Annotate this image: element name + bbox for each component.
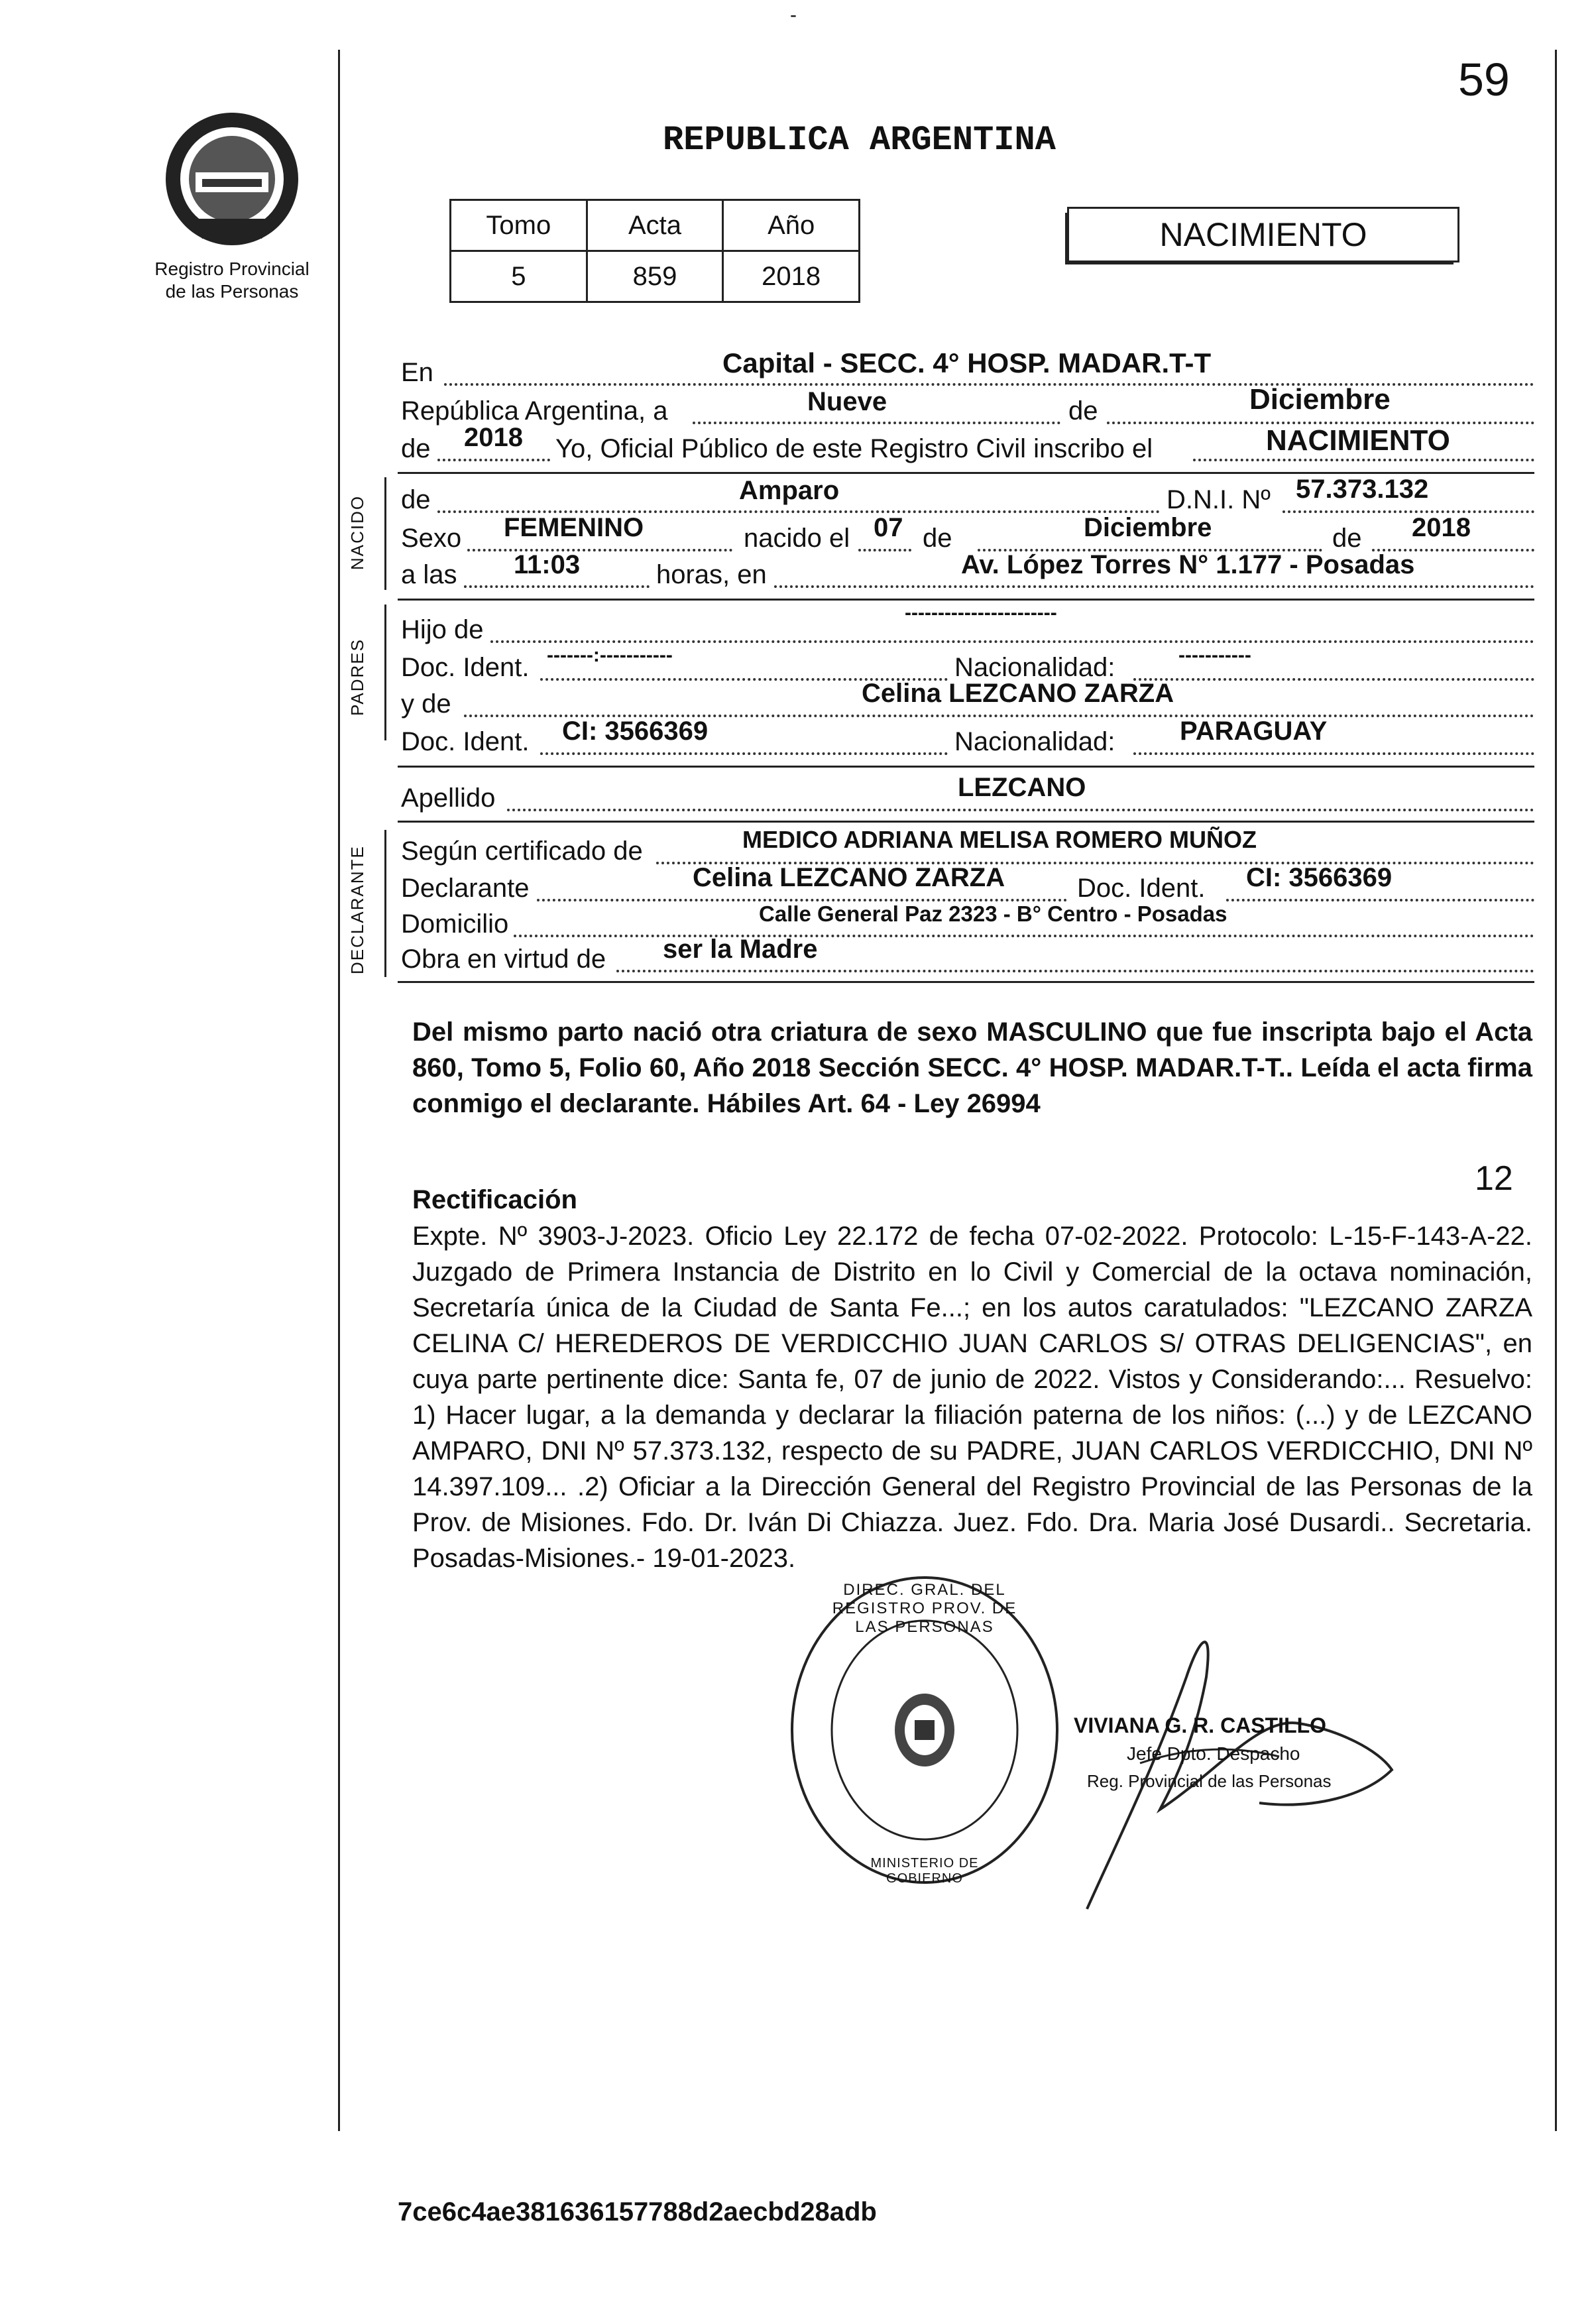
- stamp-inner-text: MINISTERIO DE GOBIERNO: [870, 1856, 979, 1886]
- republic-label: República Argentina, a: [401, 396, 668, 426]
- time-value: 11:03: [514, 550, 581, 579]
- nac2-label: Nacionalidad:: [954, 727, 1115, 756]
- dni-line: [1282, 510, 1534, 513]
- signer-title: Jefe Dpto. Despacho: [1127, 1743, 1300, 1764]
- act-type-label: NACIMIENTO: [1159, 216, 1367, 253]
- apellido-line: [507, 809, 1534, 811]
- nacido-el-label: nacido el: [744, 524, 850, 553]
- decl-label: Declarante: [401, 874, 530, 903]
- day-word-value: Nueve: [807, 387, 887, 416]
- value-tomo: 5: [451, 251, 587, 302]
- cert-label: Según certificado de: [401, 837, 643, 866]
- hijo-label: Hijo de: [401, 615, 484, 644]
- father-line: [490, 640, 1534, 643]
- cert-value: MEDICO ADRIANA MELISA ROMERO MUÑOZ: [742, 826, 1257, 853]
- nacido-de-label: de: [401, 485, 431, 514]
- padres-bracket: [384, 605, 386, 740]
- birth-month-value: Diciembre: [1084, 513, 1212, 542]
- year-value: 2018: [464, 423, 523, 452]
- sexo-value: FEMENINO: [504, 513, 644, 542]
- obra-value: ser la Madre: [663, 935, 818, 964]
- nac2-value: PARAGUAY: [1180, 717, 1328, 746]
- divider-2: [398, 599, 1534, 601]
- doc1-value: -------:-----------: [547, 644, 673, 666]
- nacido-de2-label: de: [923, 524, 952, 553]
- page-number: 59: [1458, 54, 1510, 105]
- padres-section-label: PADRES: [347, 638, 367, 716]
- header-tomo: Tomo: [451, 200, 587, 251]
- dom-label: Domicilio: [401, 909, 509, 939]
- year-line: [437, 459, 550, 461]
- birth-year-value: 2018: [1412, 513, 1471, 542]
- decl-value: Celina LEZCANO ZARZA: [693, 863, 1005, 892]
- sexo-line: [467, 549, 732, 551]
- father-value: -----------------------: [905, 602, 1057, 624]
- registry-name-line2: de las Personas: [165, 281, 299, 302]
- place-value: Capital - SECC. 4° HOSP. MADAR.T-T: [722, 347, 1212, 378]
- decl-doc-line: [1226, 899, 1534, 901]
- nac1-label: Nacionalidad:: [954, 653, 1115, 682]
- apellido-label: Apellido: [401, 783, 496, 813]
- birth-place-line: [774, 585, 1534, 588]
- de2-label: de: [401, 434, 431, 463]
- decl-doc-label: Doc. Ident.: [1077, 874, 1206, 903]
- nac2-line: [1133, 752, 1534, 755]
- divider-5: [398, 981, 1534, 983]
- alas-label: a las: [401, 560, 457, 589]
- divider-4: [398, 821, 1534, 823]
- yde-label: y de: [401, 689, 451, 719]
- doc2-value: CI: 3566369: [562, 717, 709, 746]
- signer-org: Reg. Provincial de las Personas: [1087, 1771, 1332, 1791]
- de-label: de: [1068, 396, 1098, 426]
- nac1-line: [1133, 678, 1534, 681]
- nacido-bracket: [384, 477, 386, 590]
- rectificacion-title: Rectificación: [412, 1185, 577, 1214]
- rectificacion-body: Expte. Nº 3903-J-2023. Oficio Ley 22.172 de fecha 07-02-2022. Protocolo: L-15-F-143-A-22. Juzgado de Primera Instancia de Distrito en lo Civil y Comercial de la octava nominación, Secretaría única de la Ciudad de Santa Fe...; en los autos caratulados: "LEZCANO ZARZA CELINA C/ HEREDEROS DE VERDICCHIO JUAN CARLOS S/ OTRAS DELIGENCIAS", en cuya parte pertinente dice: Santa fe, 07 de junio de 2022. Vistos y Considerando:... Resuelvo: 1) Hacer lugar, a la demanda y declarar la filiación paterna de los niños: (...) y de LEZCANO AMPARO, DNI Nº 57.373.132, respecto de su PADRE, JUAN CARLOS VERDICCHIO, DNI Nº 14.397.109... .2) Oficiar a la Dirección General del Registro Provincial de las Personas de la Prov. de Misiones. Fdo. Dr. Iván Di Chiazza. Juez. Fdo. Dra. Maria José Dusardi.. Secretaria. Posadas-Misiones.- 19-01-2023.: [412, 1222, 1532, 1573]
- stamp-ring-text: DIREC. GRAL. DEL REGISTRO PROV. DE LAS PERSONAS: [832, 1581, 1017, 1636]
- header-acta: Acta: [587, 200, 723, 251]
- value-anio: 2018: [723, 251, 860, 302]
- document-hash: 7ce6c4ae381636157788d2aecbd28adb: [398, 2197, 877, 2227]
- header-anio: Año: [723, 200, 860, 251]
- birth-place-value: Av. López Torres N° 1.177 - Posadas: [961, 550, 1415, 579]
- value-acta: 859: [587, 251, 723, 302]
- dni-value: 57.373.132: [1296, 475, 1429, 504]
- name-value: Amparo: [739, 476, 840, 505]
- divider-3: [398, 766, 1534, 768]
- declarante-section-label: DECLARANTE: [347, 845, 367, 974]
- act-value: NACIMIENTO: [1266, 424, 1450, 457]
- birth-day-value: 07: [874, 513, 903, 542]
- month-value: Diciembre: [1249, 383, 1391, 416]
- horas-label: horas, en: [656, 560, 767, 589]
- sexo-label: Sexo: [401, 524, 462, 553]
- signer-name: VIVIANA G. R. CASTILLO: [1074, 1713, 1327, 1737]
- doc2-line: [540, 752, 948, 755]
- registry-seal-icon: [156, 106, 308, 252]
- dni-label: D.N.I. Nº: [1167, 485, 1271, 514]
- act-line: [1193, 459, 1534, 461]
- left-margin-line: [338, 50, 340, 2131]
- top-mark: -: [790, 4, 797, 26]
- act-type-box: [1067, 207, 1459, 262]
- day-line: [693, 422, 1060, 424]
- multiple-birth-note: Del mismo parto nació otra criatura de sexo MASCULINO que fue inscripta bajo el Acta 860, Tomo 5, Folio 60, Año 2018 Sección SECC. 4° HOSP. MADAR.T-T.. Leída el acta firma conmigo el declarante. Hábiles Art. 64 - Ley 26994: [412, 1017, 1532, 1118]
- declarante-bracket: [384, 830, 386, 977]
- divider-1: [398, 472, 1534, 474]
- doc2-label: Doc. Ident.: [401, 727, 530, 756]
- time-line: [464, 585, 650, 588]
- dom-value: Calle General Paz 2323 - B° Centro - Posadas: [759, 901, 1227, 926]
- nac1-value: -----------: [1178, 644, 1251, 666]
- registry-name-line1: Registro Provincial: [154, 259, 310, 279]
- nacido-section-label: NACIDO: [347, 494, 367, 570]
- doc1-label: Doc. Ident.: [401, 653, 530, 682]
- birth-day-line: [858, 549, 911, 551]
- apellido-value: LEZCANO: [958, 773, 1086, 802]
- tomo-acta-table: [449, 199, 860, 303]
- mother-value: Celina LEZCANO ZARZA: [862, 679, 1174, 708]
- obra-label: Obra en virtud de: [401, 945, 606, 974]
- oficial-text: Yo, Oficial Público de este Registro Civil inscribo el: [555, 434, 1153, 463]
- right-margin-line: [1555, 50, 1557, 2131]
- en-label: En: [401, 358, 433, 387]
- obra-line: [616, 970, 1534, 972]
- country-title: REPUBLICA ARGENTINA: [663, 121, 1056, 160]
- rectificacion-number: 12: [1475, 1159, 1513, 1198]
- nacido-de3-label: de: [1332, 524, 1362, 553]
- decl-doc-value: CI: 3566369: [1246, 863, 1393, 892]
